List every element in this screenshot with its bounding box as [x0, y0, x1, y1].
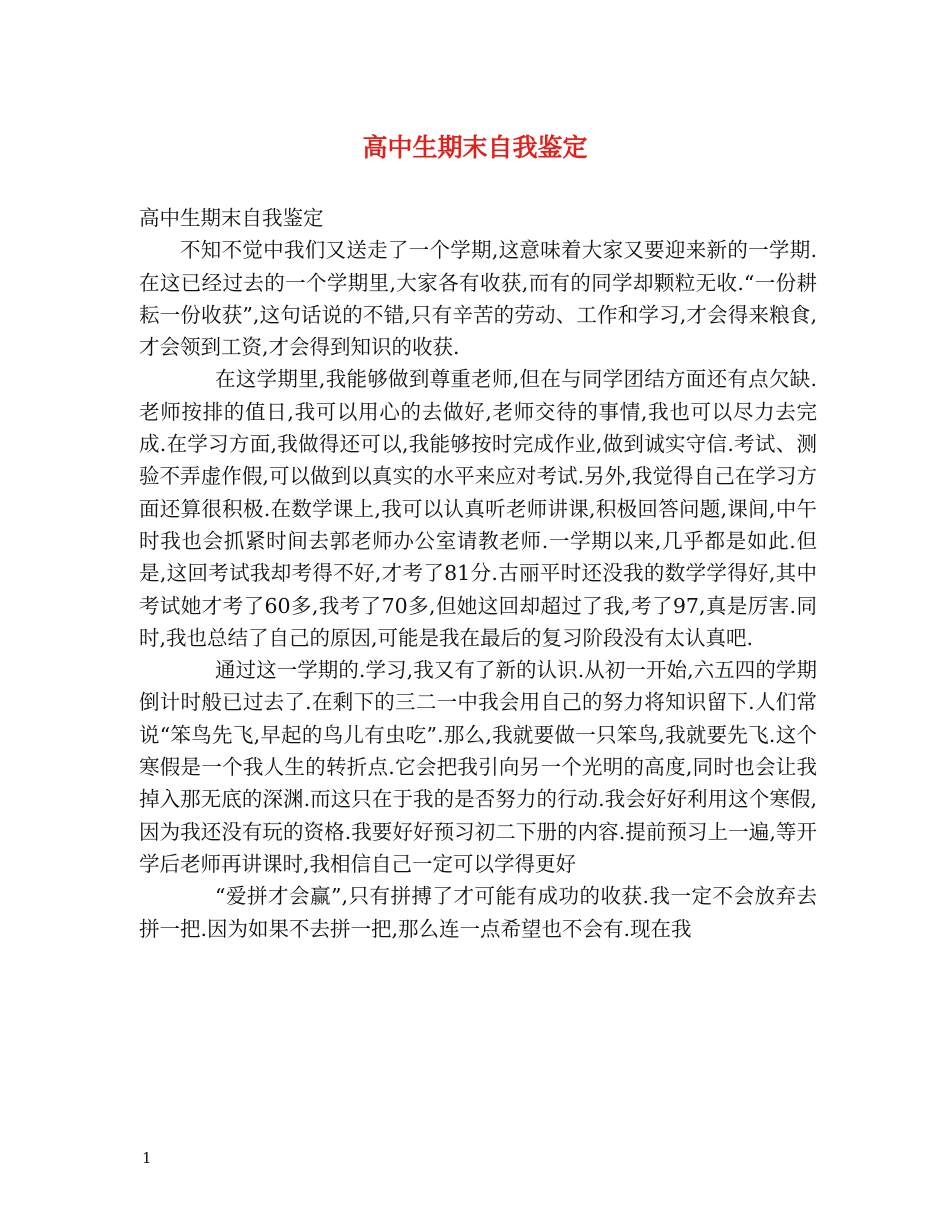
document-title: 高中生期末自我鉴定: [362, 133, 588, 162]
paragraph-3: 通过这一学期的.学习,我又有了新的认识.从初一开始,六五四的学期倒计时般已过去了.在剩下的三二一中我会用自己的努力将知识留下.人们常说“笨鸟先飞,早起的鸟儿有虫吃”.那么,我就要做一只笨鸟,我就要先飞.这个寒假是一个我人生的转折点.它会把我引向另一个光明的高度,同时也会让我掉入那无底的深渊.而这只在于我的是否努力的行动.我会好好利用这个寒假,因为我还没有玩的资格.我要好好预习初二下册的内容.提前预习上一遍,等开学后老师再讲课时,我相信自己一定可以学得更好: [139, 658, 817, 876]
paragraph-1: 不知不觉中我们又送走了一个学期,这意味着大家又要迎来新的一学期.在这已经过去的一个学期里,大家各有收获,而有的同学却颗粒无收.“一份耕耘一份收获”,这句话说的不错,只有辛苦的劳动、工作和学习,才会得来粮食,才会领到工资,才会得到知识的收获.: [139, 238, 817, 360]
page-number: 1: [142, 1149, 152, 1167]
paragraph-4: “爱拼才会赢”,只有拼搏了才可能有成功的收获.我一定不会放弃去拼一把.因为如果不去拼一把,那么连一点希望也不会有.现在我: [139, 884, 817, 941]
paragraph-2: 在这学期里,我能够做到尊重老师,但在与同学团结方面还有点欠缺.老师按排的值日,我可以用心的去做好,老师交待的事情,我也可以尽力去完成.在学习方面,我做得还可以,我能够按时完成作业,做到诚实守信.考试、测验不弄虚作假,可以做到以真实的水平来应对考试.另外,我觉得自己在学习方面还算很积极.在数学课上,我可以认真听老师讲课,积极回答问题,课间,中午时我也会抓紧时间去郭老师办公室请教老师.一学期以来,几乎都是如此.但是,这回考试我却考得不好,才考了81分.古丽平时还没我的数学学得好,其中考试她才考了60多,我考了70多,但她这回却超过了我,考了97,真是厉害.同时,我也总结了自己的原因,可能是我在最后的复习阶段没有太认真吧.: [139, 367, 817, 650]
document-subtitle: 高中生期末自我鉴定: [139, 206, 324, 230]
document-body: [139, 202, 817, 945]
